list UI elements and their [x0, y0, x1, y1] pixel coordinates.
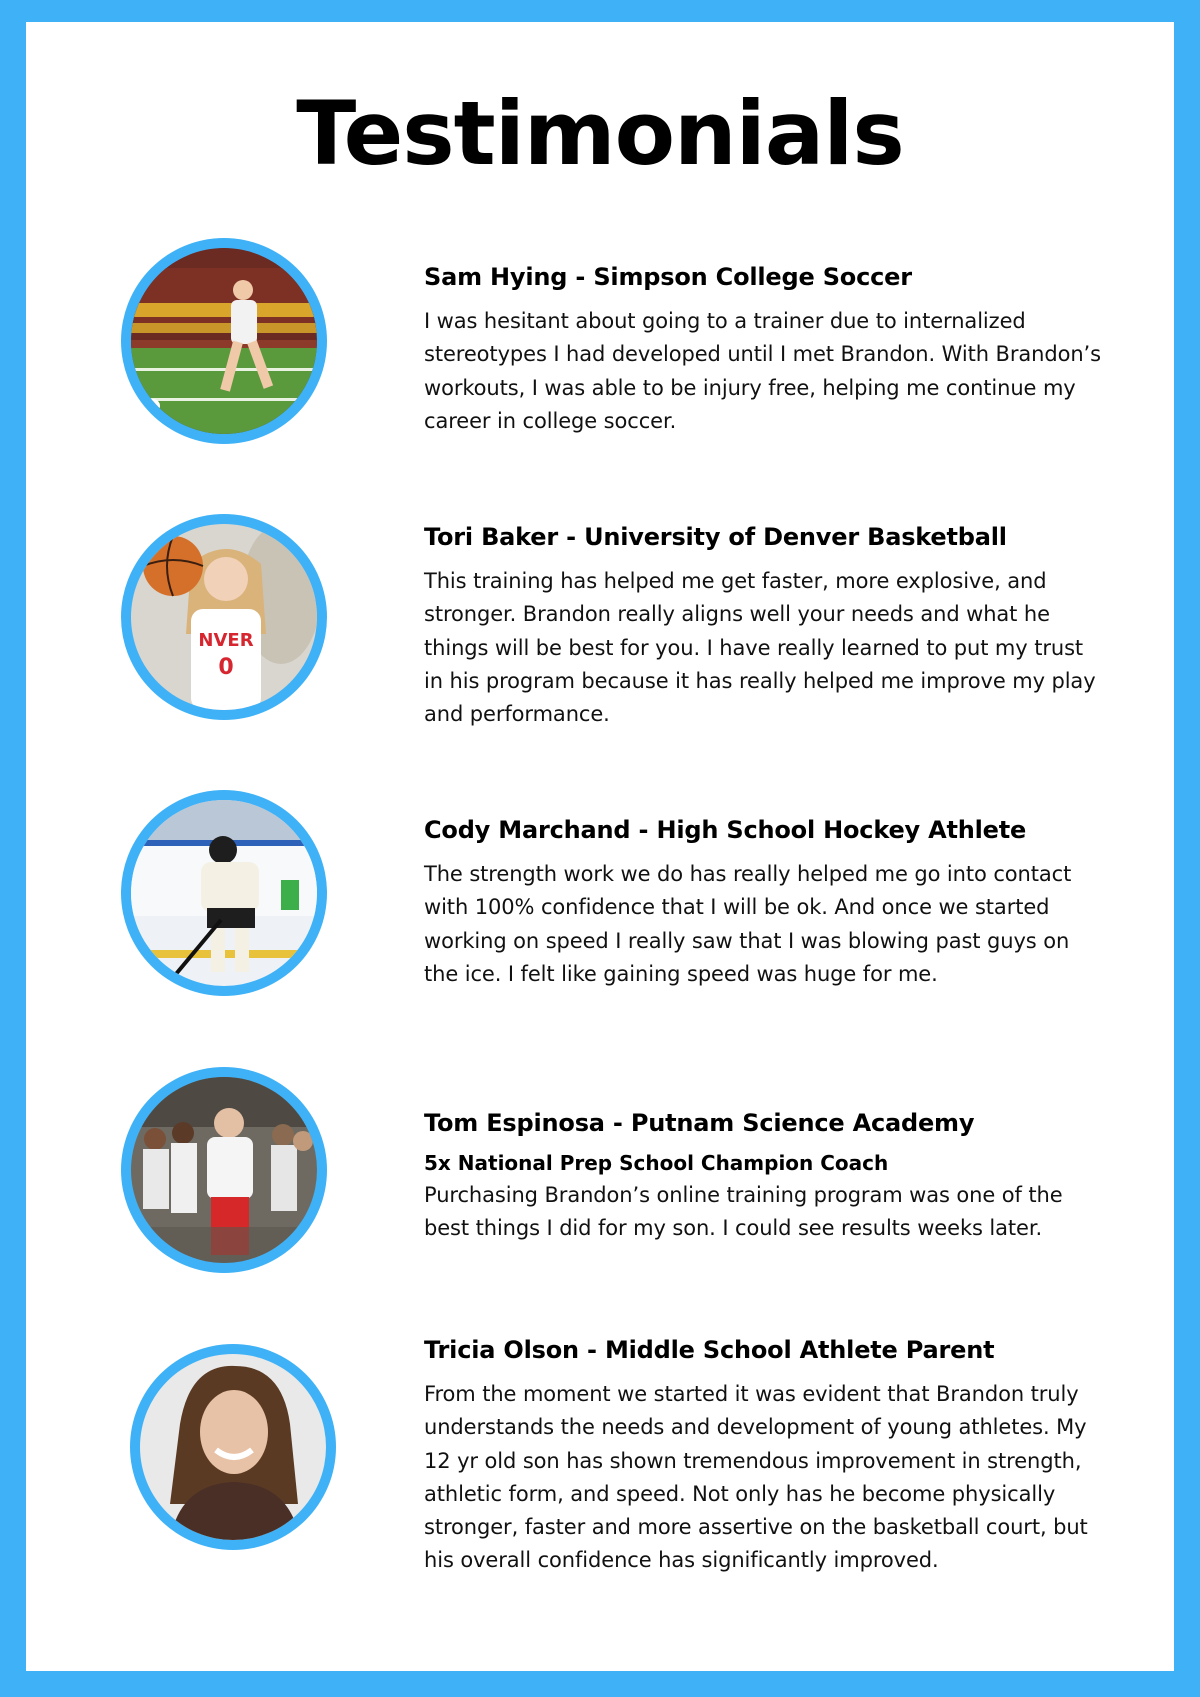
testimonial-name: Tricia Olson - Middle School Athlete Parent — [424, 1336, 995, 1364]
page-title: Testimonials — [296, 82, 904, 185]
testimonial-quote: Purchasing Brandon’s online training program was one of the best things I did for my son. I could see results weeks later. — [424, 1183, 1063, 1241]
testimonial-quote: From the moment we started it was evident that Brandon truly understands the needs and development of young athletes. My 12 yr old son has shown tremendous improvement in strength, athletic form, and speed. Not only has he become physically stronger, faster and more assertive on the basketball court, but his overall confidence has significantly improved. — [424, 1382, 1088, 1573]
testimonial-subtitle: 5x National Prep School Champion Coach — [424, 1151, 889, 1175]
testimonial-quote: This training has helped me get faster, more explosive, and stronger. Brandon really aligns well your needs and what he things will be best for you. I have really learned to put my trust in his program because it has really helped me improve my play and performance. — [424, 569, 1096, 727]
testimonial-quote: I was hesitant about going to a trainer due to internalized stereotypes I had developed until I met Brandon. With Brandon’s workouts, I was able to be injury free, helping me continue my career in college soccer. — [424, 309, 1101, 433]
svg-text:NVER: NVER — [198, 630, 254, 651]
testimonial-quote: The strength work we do has really helped me go into contact with 100% confidence that I will be ok. And once we started working on speed I really saw that I was blowing past guys on the ice. I felt like gaining speed was huge for me. — [424, 862, 1072, 986]
testimonial-name: Tom Espinosa - Putnam Science Academy — [424, 1109, 975, 1137]
hockey-player-photo — [121, 790, 327, 996]
coach-photo — [121, 1067, 327, 1273]
soccer-player-photo — [121, 238, 327, 444]
parent-portrait-photo — [130, 1344, 336, 1550]
svg-text:0: 0 — [218, 655, 234, 680]
testimonial-name: Tori Baker - University of Denver Basketball — [424, 523, 1007, 551]
testimonial-name: Sam Hying - Simpson College Soccer — [424, 263, 912, 291]
basketball-player-photo — [121, 514, 327, 720]
testimonial-name: Cody Marchand - High School Hockey Athlete — [424, 816, 1027, 844]
